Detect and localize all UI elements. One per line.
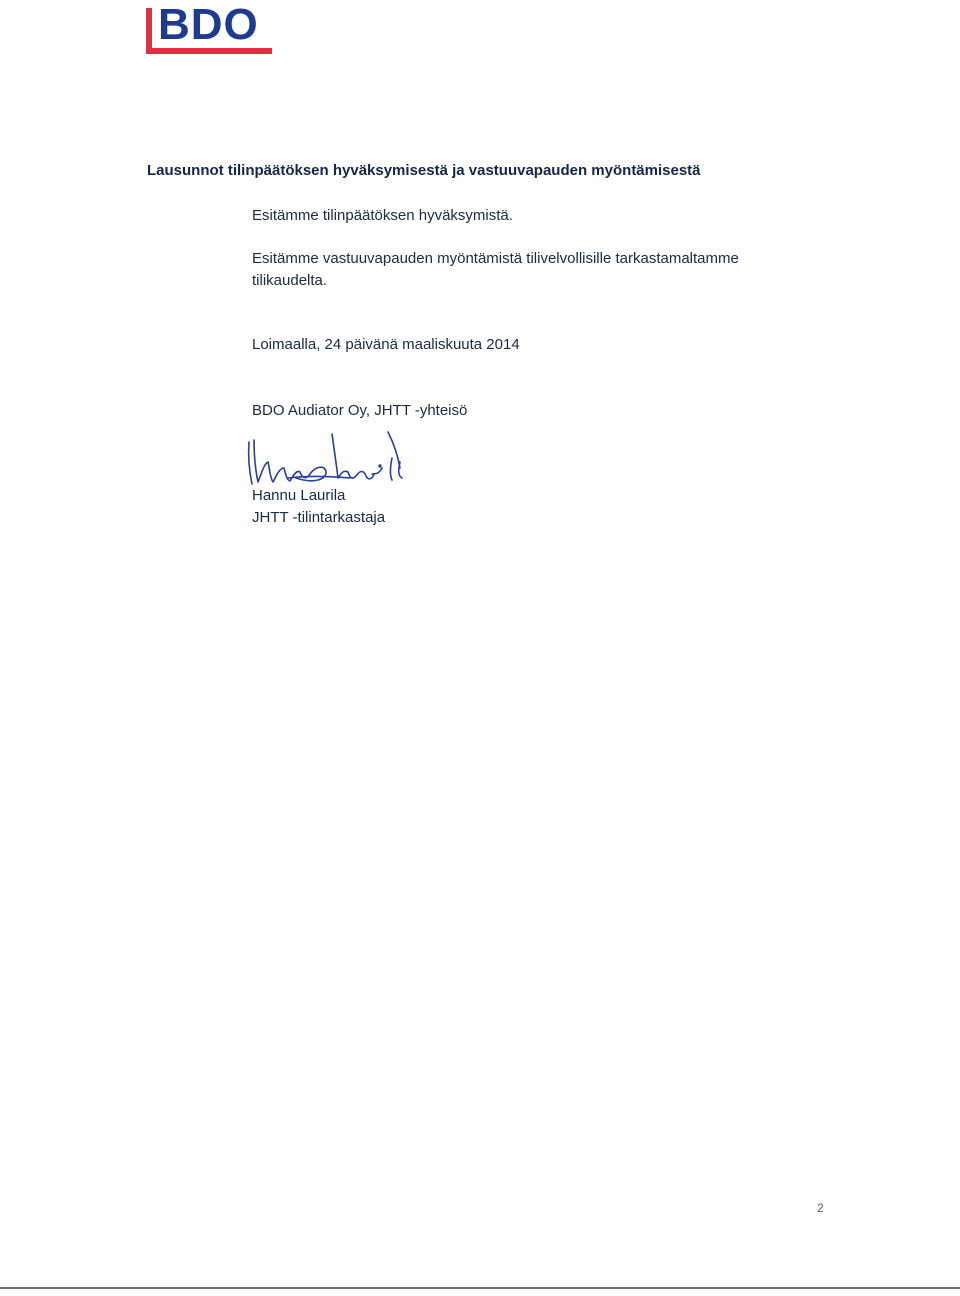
firm-name: BDO Audiator Oy, JHTT -yhteisö — [252, 402, 468, 419]
place-date: Loimaalla, 24 päivänä maaliskuuta 2014 — [252, 336, 520, 353]
statement-discharge: Esitämme vastuuvapauden myöntämistä tilivelvollisille tarkastamaltamme tilikaudelta. — [252, 250, 739, 289]
scan-edge-line — [0, 1287, 960, 1289]
signer-block — [252, 485, 385, 529]
handwritten-signature — [240, 428, 410, 492]
statement-approval: Esitämme tilinpäätöksen hyväksymistä. — [252, 207, 513, 224]
bdo-logo — [146, 0, 272, 54]
signer-name: Hannu Laurila — [252, 487, 346, 504]
page-number: 2 — [817, 1201, 824, 1215]
signer-title: JHTT -tilintarkastaja — [252, 509, 386, 526]
section-heading: Lausunnot tilinpäätöksen hyväksymisestä ja vastuuvapauden myöntämisestä — [147, 162, 701, 179]
logo-text: BDO — [158, 0, 259, 49]
